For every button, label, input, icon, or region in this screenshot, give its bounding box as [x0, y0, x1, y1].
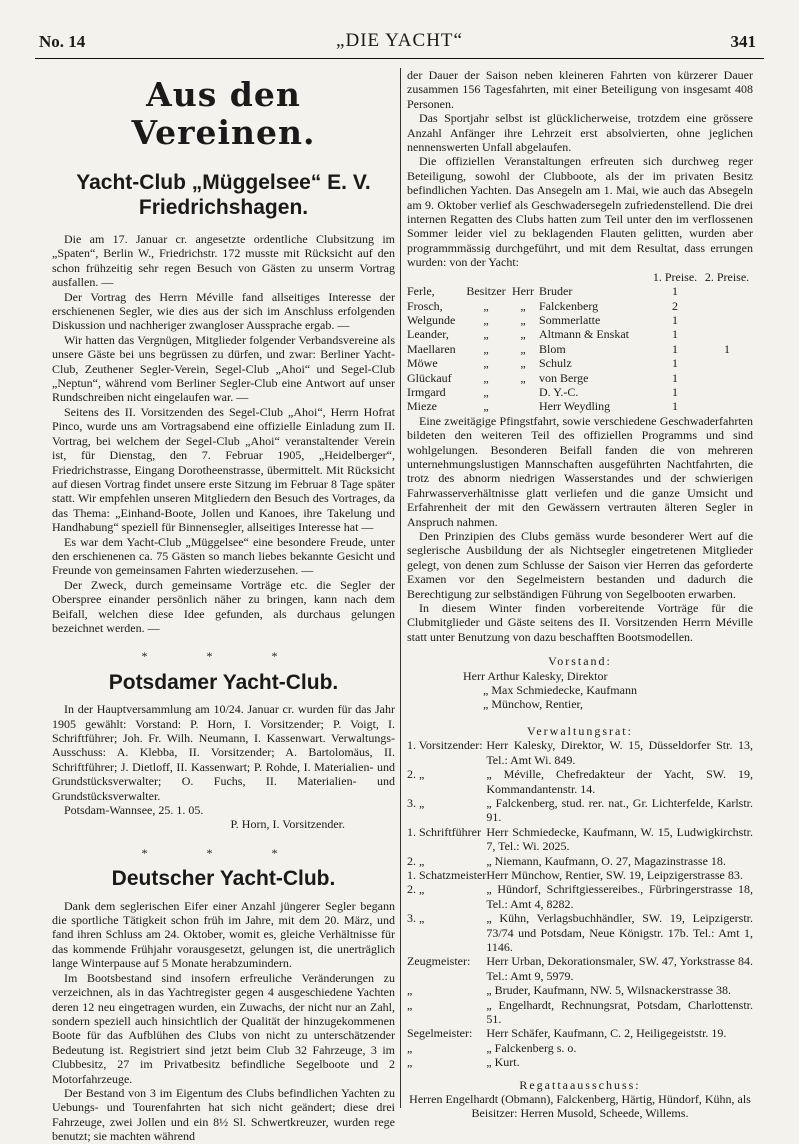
paragraph: Es war dem Yacht-Club „Müggelsee“ eine besondere Freude, unter den erschienenen ca. 75 Gästen so manch liebes bekannte Gesicht und Freunde von gemeinsamen Fahrten wiederzusehen. —	[52, 534, 395, 578]
verwaltungsrat-row	[407, 738, 753, 767]
prize-row	[407, 299, 753, 313]
prize-first: 1	[672, 399, 678, 414]
regatta-heading: Regattaausschuss:	[519, 1077, 641, 1092]
prize-first: 1	[672, 284, 678, 299]
paragraph: Der Zweck, durch gemeinsame Vorträge etc. die Segler der Oberspree einander persönlich näher zu bringen, kann nach dem Beifall, welchen diese Idee gefunden, als durchaus gelungen bezeichnet werden. —	[52, 577, 395, 635]
paragraph: Seitens des II. Vorsitzenden des Segel-Club „Ahoi“, Herrn Hofrat Pinco, wurde uns am Vortragsabend eine offizielle Einladung zum II. Vortrag, bei welchem der Segel-Club „Ahoi“ veranstaltender Verein ist, für Dienstag, den 7. Februar 1905, „Heidelberger“, Friedrichstrasse, Eingang Dorotheenstrasse, übermittelt. Mit Rücksicht auf diesen Vortrag findet unsere erste Sitzung im Februar 8 Tage später statt. Wir empfehlen unseren Mitgliedern den Besuch des Vortrages, da das Thema: „Einhand-Boote, Jollen und Kanoes, ihre Takelung und Handhabung“ speziell für Binnensegler, allseitiges Interesse hat —	[52, 404, 395, 535]
left-column	[52, 68, 395, 1144]
paragraph: Den Prinzipien des Clubs gemäss wurde besonderer Wert auf die seglerische Ausbildung der als Nichtsegler eingetretenen Mitglieder gelegt, von denen zum Schlusse der Saison vier Herren das geforderte Examen vor den Segelmeistern bestanden und dadurch die Berechtigung zur selbständigen Führung von Segelbooten erwarben.	[407, 529, 753, 601]
verwaltungsrat-row	[407, 882, 753, 911]
prize-owner-mark: „	[483, 312, 489, 327]
prize-second	[701, 385, 753, 399]
office-label: 1. Schatzmeister	[407, 867, 487, 882]
magazine-title: „DIE YACHT“	[336, 30, 463, 51]
section-separator: * * *	[141, 845, 306, 860]
prize-owner: von Berge	[539, 370, 589, 385]
office-holder: Herr Schmiedecke, Kaufmann, W. 15, Ludwigkirchstr. 7, Tel.: Wi. 2025.	[486, 824, 753, 854]
verwaltungsrat-row	[407, 1041, 753, 1055]
prize-owner: Herr Weydling	[539, 399, 611, 414]
office-label: 3. „	[407, 911, 425, 926]
prize-owner: Altmann & Enskat	[539, 327, 629, 342]
prize-second	[701, 313, 753, 327]
prize-yacht: Glückauf	[407, 370, 452, 385]
office-label: 2. „	[407, 853, 425, 868]
signature: P. Horn, I. Vorsitzender.	[230, 817, 345, 832]
prize-owner: Bruder	[539, 284, 573, 299]
prize-yacht: Möwe	[407, 356, 438, 371]
office-holder: Herr Schäfer, Kaufmann, C. 2, Heiligegeiststr. 19.	[486, 1026, 727, 1041]
right-column	[407, 68, 753, 1121]
office-holder: „ Méville, Chefredakteur der Yacht, SW. 19, Kommandantenstr. 14.	[486, 767, 753, 796]
prize-owner: Blom	[539, 341, 566, 356]
prize-yacht: Leander,	[407, 327, 449, 342]
office-holder: „ Bruder, Kaufmann, NW. 5, Wilsnackerstrasse 38.	[486, 983, 731, 998]
prize-owner-mark	[507, 399, 539, 413]
verwaltungsrat-row	[407, 1026, 753, 1040]
prize-owner-mark: „	[483, 341, 489, 356]
prize-yacht: Ferle,	[407, 284, 435, 299]
prize-first: 2	[672, 298, 678, 313]
prize-first: 1	[672, 370, 678, 385]
paragraph: Die offiziellen Veranstaltungen erfreuten sich durchweg reger Beteiligung, sowohl der Clubboote, als der im privaten Besitz befindlichen Yachten. Das Ansegeln am 1. Mai, wie auch das Absegeln am 9. Oktober verlief als Geschwadersegeln zufriedenstellend. Die drei internen Regatten des Clubs hatten zum Teil unter den im verflossenen Sommer leider viel zu beklagenden Flauten gelitten, wurden aber programmmässig durchgeführt, und mit dem Resultat, dass errungen wurden: von der Yacht:	[407, 154, 753, 270]
office-label: „	[407, 997, 413, 1012]
office-holder: „ Hündorf, Schriftgiessereibes., Fürbringerstrasse 18, Tel.: Amt 4, 8282.	[486, 882, 753, 911]
vorstand-member: „ Münchow, Rentier,	[483, 697, 584, 712]
office-holder: Herr Urban, Dekorationsmaler, SW. 47, Yorkstrasse 84. Tel.: Amt 9, 5979.	[486, 954, 753, 983]
verwaltungsrat-row	[407, 954, 753, 983]
prize-yacht: Welgunde	[407, 312, 456, 327]
prize-row	[407, 284, 753, 298]
section-separator: * * *	[141, 649, 306, 664]
office-holder: „ Engelhardt, Rechnungsrat, Potsdam, Charlottenstr. 51.	[486, 997, 753, 1026]
prize-first: 1	[672, 341, 678, 356]
prize-row	[407, 399, 753, 413]
prize-owner-mark: „	[520, 327, 526, 342]
paragraph: In der Hauptversammlung am 10/24. Januar cr. wurden für das Jahr 1905 gewählt: Vorstand: P. Horn, I. Vorsitzender; P. Voigt, I. Schriftführer; Joh. Fr. Wilh. Neumann, I. Kassenwart. Verwaltungs-Ausschuss: A. Klebba, II. Vorsitzender; A. Bartolomäus, II. Schriftführer; J. Dietloff, II. Kassenwart; P. Rohde, I. Materialien- und Grundstücksverwalter; O. Fuchs, II. Materialien- und Grundstücksverwalter.	[52, 702, 395, 803]
prize-row	[407, 313, 753, 327]
page-number: 341	[730, 32, 756, 51]
prize-owner: Sommerlatte	[539, 312, 601, 327]
office-label: 2. „	[407, 882, 425, 897]
prize-second	[701, 327, 753, 341]
verwaltungsrat-table	[407, 738, 753, 1069]
paragraph: Im Bootsbestand sind insofern erfreuliche Veränderungen zu verzeichnen, als in das Yachtregister gegen 4 ausgeschiedene Yachten deren 12 neu eingetragen wurden, ein Zuwachs, der nicht nur an Zahl, sondern speziell auch hinsichtlich der Qualität der hinzugekommenen Boote für das Aufblühen des Clubs von nicht zu unterschätzender Bedeutung ist. Registriert sind jetzt beim Club 32 Fahrzeuge, 3 im Clubbesitz, 27 im Privatbesitz befindliche Segelboote und 2 Motorfahrzeuge.	[52, 970, 395, 1086]
office-label: 1. Schriftführer	[407, 824, 481, 839]
office-holder: Herr Kalesky, Direktor, W. 15, Düsseldorfer Str. 13, Tel.: Amt Wi. 849.	[486, 738, 753, 767]
prize-owner-mark: „	[483, 370, 489, 385]
prize-row	[407, 327, 753, 341]
prize-owner-mark: „	[483, 298, 489, 313]
paragraph: Eine zweitägige Pfingstfahrt, sowie verschiedene Geschwaderfahrten bildeten den weiteren Teil des offiziellen Programms und sind wohlgelungen. Besonderen Beifall fanden die von mehreren unternehmungslustigen Mannschaften ausgeführten Nachtfahrten, die trotz des abnorm niedrigen Wasserstandes und der schwierigen Fahrwasserverhältnisse glatt verliefen und die ganze Umsicht und Erfahrenheit der mit den Gewässern vertrauten älteren Segler in Anspruch nahmen.	[407, 413, 753, 529]
column-divider	[400, 68, 401, 1108]
header-rule	[35, 58, 764, 59]
prize-owner-mark: „	[483, 384, 489, 399]
paragraph: der Dauer der Saison neben kleineren Fahrten von kürzerer Dauer zusammen 156 Tagesfahrten, mit einer Beteiligung von insgesamt 408 Personen.	[407, 68, 753, 111]
office-holder: Herr Münchow, Rentier, SW. 19, Leipzigerstrasse 83.	[486, 867, 743, 882]
prize-second	[701, 284, 753, 298]
page-header	[35, 28, 764, 56]
vorstand-heading: Vorstand:	[548, 654, 612, 669]
prize-second	[701, 399, 753, 413]
prize-header-row	[407, 270, 753, 284]
section-title: Aus den Vereinen.	[131, 75, 316, 152]
vorstand-member: Herr Arthur Kalesky, Direktor	[463, 668, 608, 683]
office-label: 3. „	[407, 795, 425, 810]
office-holder: „ Falckenberg, stud. rer. nat., Gr. Lichterfelde, Karlstr. 91.	[486, 795, 753, 825]
verwaltungsrat-row	[407, 796, 753, 825]
prize-first: 1	[672, 384, 678, 399]
prize-first-header: 1. Preise.	[652, 269, 698, 284]
prize-owner-mark: „	[483, 356, 489, 371]
paragraph: Das Sportjahr selbst ist glücklicherweise, trotzdem eine grössere Anzahl Anfänger ihre Lehrzeit erst absolvierten, ohne jeglichen nennenswerten Unfall abgelaufen.	[407, 111, 753, 155]
paragraph: Der Vortrag des Herrn Méville fand allseitiges Interesse der erschienenen Segler, wie dies aus der sich im Anschluss erfolgenden Diskussion und nachheriger zwangloser Aussprache ergab. —	[52, 289, 395, 333]
prize-owner-mark: „	[483, 327, 489, 342]
verwaltungsrat-row	[407, 868, 753, 882]
verwaltungsrat-row	[407, 767, 753, 796]
paragraph: Wir hatten das Vergnügen, Mitglieder folgender Verbandsvereine als unsere Gäste bei uns begrüssen zu dürfen, und zwar: Berliner Yacht-Club, Zeuthener Segler-Verein, Segel-Club „Ahoi“ und Segel-Club „Neptun“, während vom Berliner Segler-Club eine Antwort auf unser Rundschreiben nicht eingelaufen war. —	[52, 332, 395, 405]
vorstand-member: „ Max Schmiedecke, Kaufmann	[483, 683, 637, 698]
verwaltungsrat-row	[407, 1055, 753, 1069]
deutscher-title: Deutscher Yacht-Club.	[111, 867, 336, 891]
paragraph: Die am 17. Januar cr. angesetzte ordentliche Clubsitzung im „Spaten“, Berlin W., Friedrichstr. 172 musste mit Rücksicht auf den schon frühzeitig sehr regen Besuch von Gästen zu unserm Vortrag ausfallen. —	[52, 232, 395, 290]
deutscher-article	[52, 899, 395, 1144]
office-label: 2. „	[407, 767, 425, 782]
prize-owner-mark: Herr	[512, 284, 534, 299]
office-label: „	[407, 983, 413, 998]
dateline: Potsdam-Wannsee, 25. 1. 05.	[64, 803, 204, 818]
prize-first: 1	[672, 327, 678, 342]
prize-second	[701, 299, 753, 313]
verwaltungsrat-row	[407, 983, 753, 997]
prize-first: 1	[672, 356, 678, 371]
prize-row	[407, 356, 753, 370]
prize-table	[407, 270, 753, 414]
prize-owner: Schulz	[539, 356, 572, 371]
office-label: „	[407, 1040, 413, 1055]
office-label: Segelmeister:	[407, 1026, 473, 1041]
potsdamer-title: Potsdamer Yacht-Club.	[108, 670, 339, 694]
prize-second	[701, 356, 753, 370]
prize-owner: D. Y.-C.	[539, 384, 579, 399]
paragraph: In diesem Winter finden vorbereitende Vorträge für die Clubmitglieder und Gäste seitens des II. Vorsitzenden Herrn Méville statt unter Benutzung von dazu beschafften Bootsmodellen.	[407, 601, 753, 644]
prize-yacht: Frosch,	[407, 298, 443, 313]
prize-yacht: Maellaren	[407, 341, 456, 356]
prize-row	[407, 385, 753, 399]
office-holder: „ Falckenberg s. o.	[486, 1040, 577, 1055]
regatta-members: Herren Engelhardt (Obmann), Falckenberg, Härtig, Hündorf, Kühn, als Beisitzer: Herren Musold, Scheede, Willems.	[409, 1092, 751, 1121]
verwaltungsrat-row	[407, 825, 753, 854]
verwaltungsrat-heading: Verwaltungsrat:	[527, 723, 633, 738]
prize-yacht: Irmgard	[407, 384, 446, 399]
prize-owner-mark	[507, 385, 539, 399]
issue-number: No. 14	[39, 32, 86, 51]
verwaltungsrat-row	[407, 998, 753, 1027]
muggelsee-article	[52, 232, 395, 635]
prize-owner-mark: „	[520, 298, 526, 313]
prize-second	[701, 371, 753, 385]
prize-second-header: 2. Preise.	[704, 269, 750, 284]
prize-owner-mark: „	[483, 399, 489, 414]
prize-first: 1	[672, 312, 678, 327]
prize-owner: Falckenberg	[539, 298, 599, 313]
prize-owner-mark: Besitzer	[466, 284, 506, 299]
prize-owner-mark: „	[520, 312, 526, 327]
muggelsee-title: Yacht-Club „Müggelsee“ E. V. Friedrichshagen.	[76, 171, 371, 219]
paragraph: Dank dem seglerischen Eifer einer Anzahl jüngerer Segler begann die sportliche Tätigkeit schon früh im Jahre, mit dem 20. März, und fand ihren Schluss am 24. Oktober, womit es, gleiche Verhältnisse für das kommende Frühjahr vorausgesetzt, gelungen ist, die unerträglich lange Winterpause auf 5 Monate herabzumindern.	[52, 898, 395, 971]
prize-owner-mark: „	[520, 370, 526, 385]
prize-row	[407, 342, 753, 356]
office-label: 1. Vorsitzender:	[407, 738, 483, 753]
verwaltungsrat-row	[407, 911, 753, 954]
prize-yacht: Mieze	[407, 399, 437, 414]
potsdamer-article	[52, 702, 395, 832]
office-label: „	[407, 1055, 413, 1070]
office-holder: „ Kühn, Verlagsbuchhändler, SW. 19, Leipzigerstr. 73/74 und Potsdam, Neue Königstr. 17b. Tel.: Amt 1, 1146.	[486, 911, 753, 954]
prize-owner-mark: „	[520, 356, 526, 371]
prize-row	[407, 371, 753, 385]
prize-second: 1	[724, 341, 730, 356]
paragraph: Der Bestand von 3 im Eigentum des Clubs befindlichen Yachten zu Uebungs- und Tourenfahrten hat sich nicht geändert; diese drei Fahrzeuge, zwei Jollen und ein 8½ Sl. Schwertkreuzer, wurden rege benutzt; sie machten während	[52, 1085, 395, 1144]
verwaltungsrat-row	[407, 854, 753, 868]
office-holder: „ Niemann, Kaufmann, O. 27, Magazinstrasse 18.	[486, 853, 726, 868]
office-label: Zeugmeister:	[407, 954, 471, 969]
prize-owner-mark: „	[520, 341, 526, 356]
office-holder: „ Kurt.	[486, 1055, 520, 1070]
